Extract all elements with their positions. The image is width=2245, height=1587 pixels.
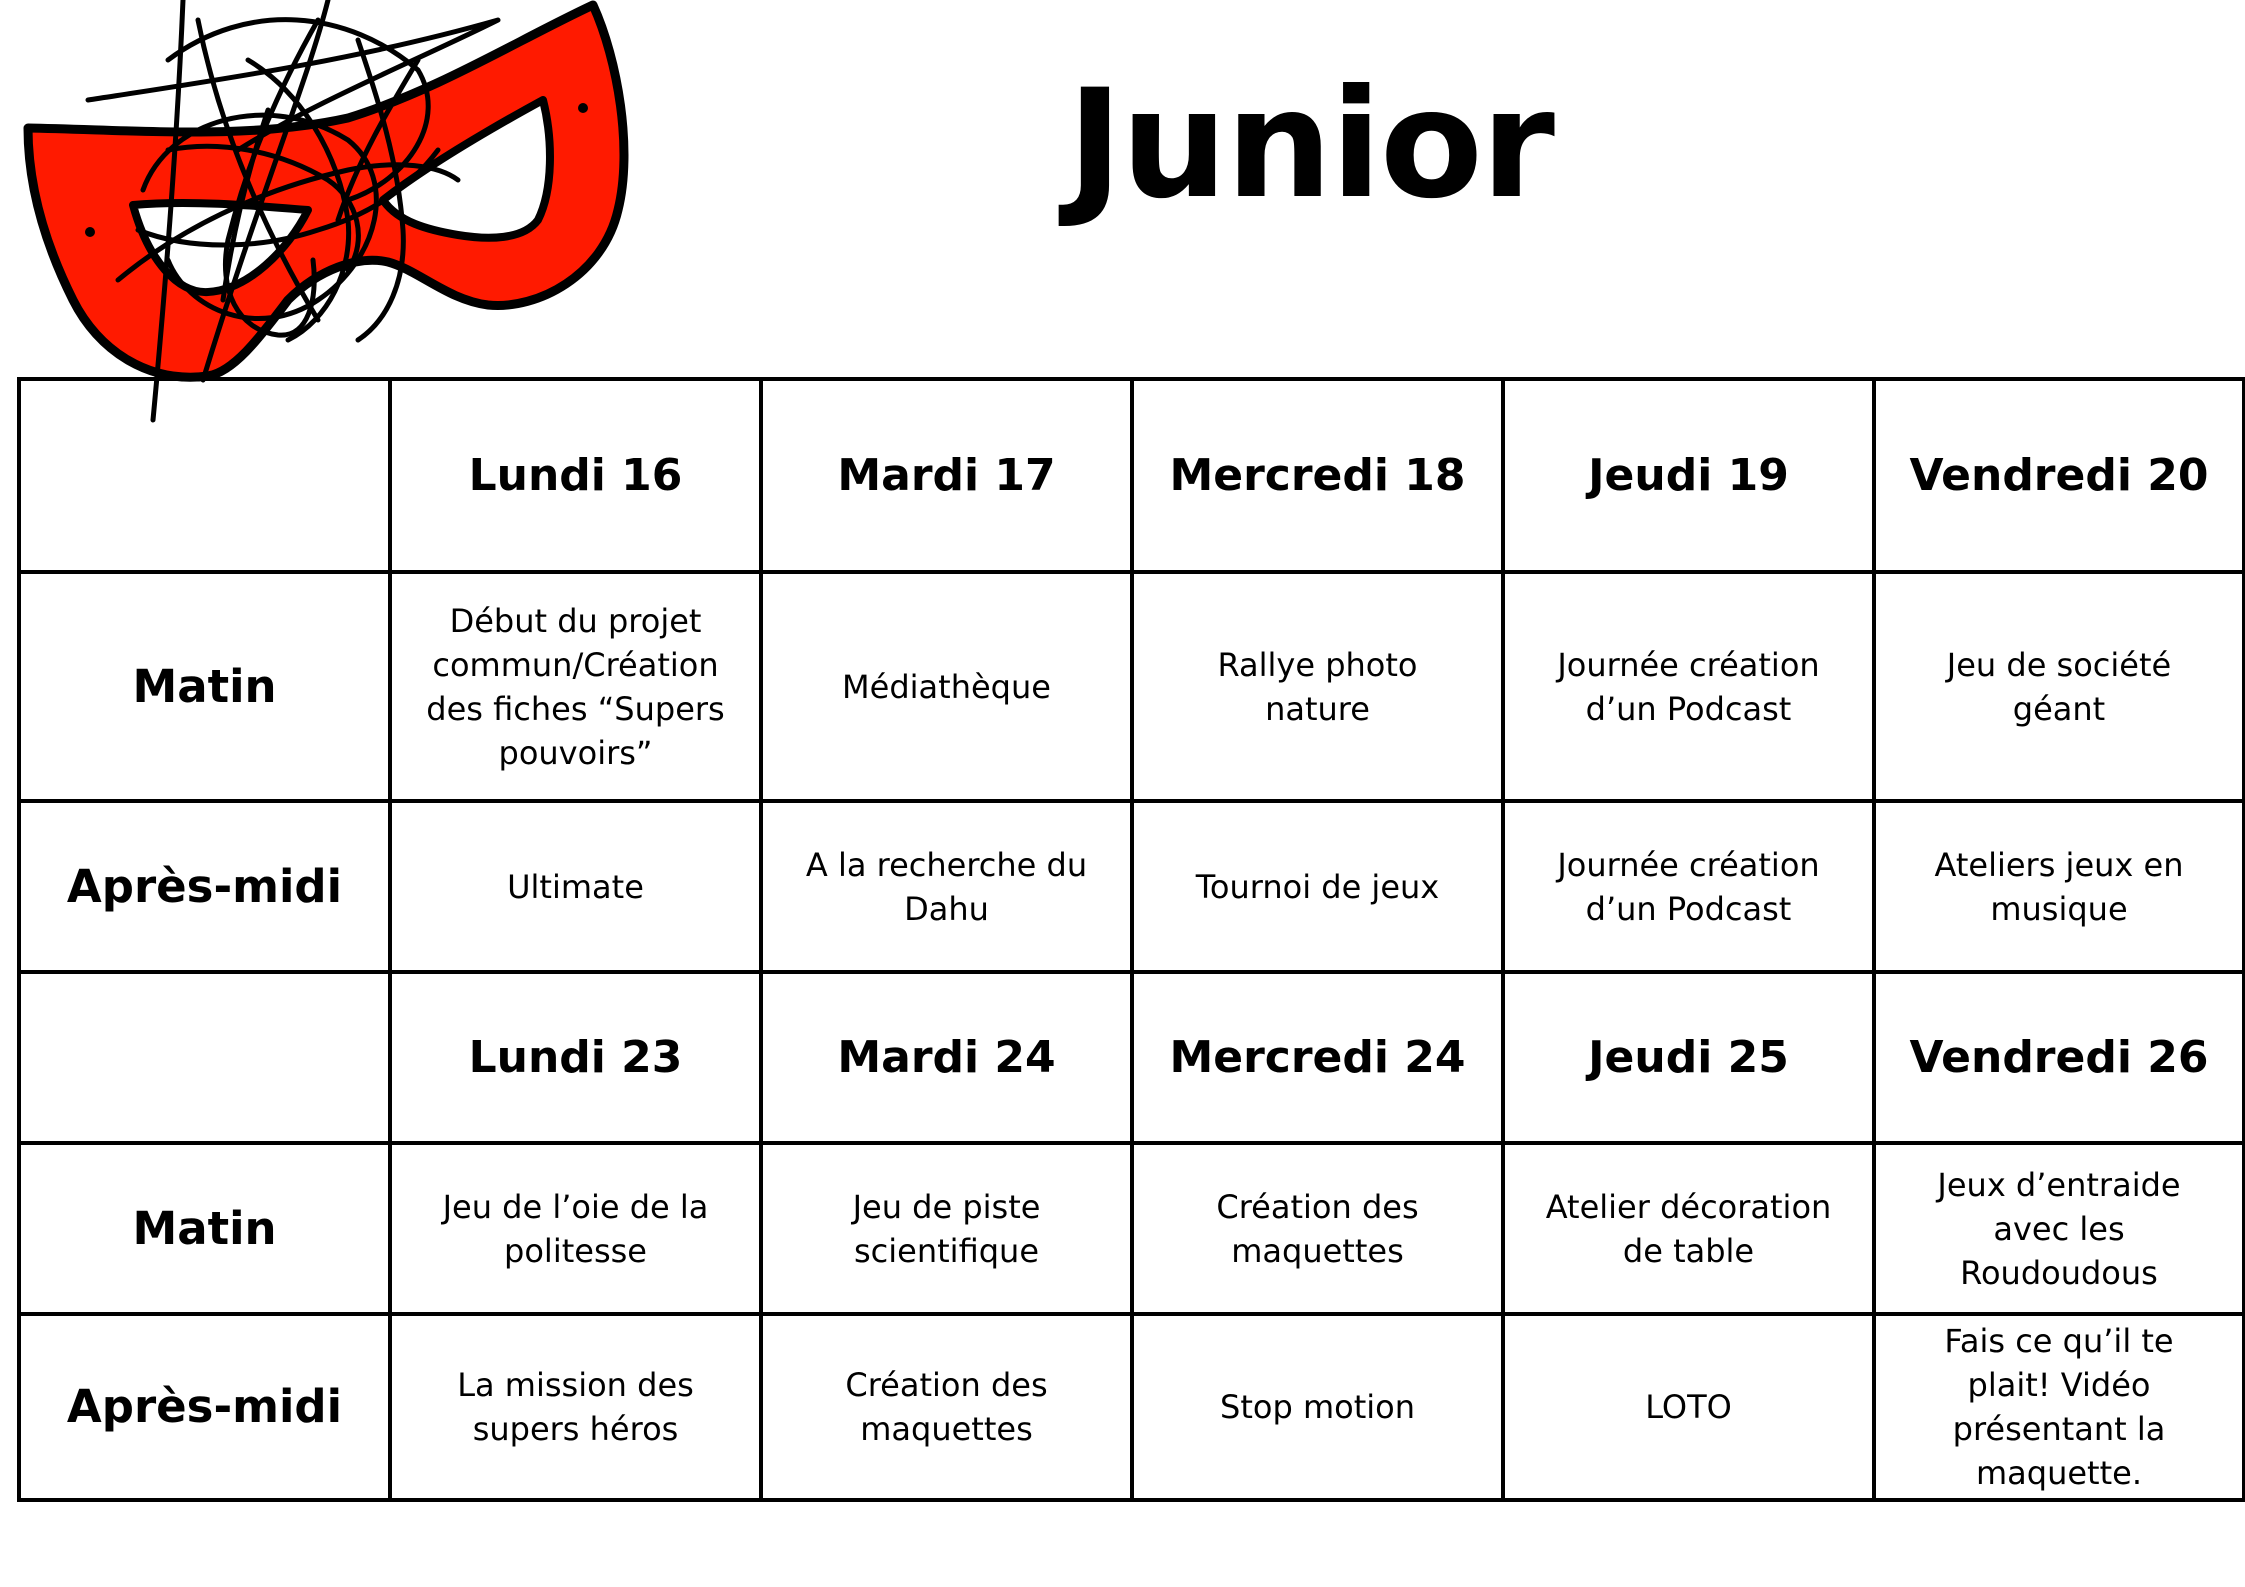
mask-dot-left (85, 227, 95, 237)
activity-cell: La mission des supers héros (390, 1314, 761, 1500)
activity-cell: Médiathèque (761, 572, 1132, 801)
empty-corner-cell (19, 379, 390, 572)
empty-corner-cell (19, 972, 390, 1143)
period-label-apresmidi: Après-midi (19, 1314, 390, 1500)
activity-cell: Création des maquettes (761, 1314, 1132, 1500)
activity-cell: Jeu de piste scientifique (761, 1143, 1132, 1314)
activity-cell: Création des maquettes (1132, 1143, 1503, 1314)
day-header: Vendredi 26 (1874, 972, 2244, 1143)
page-title: Junior (1067, 58, 1553, 232)
activity-cell: Journée création d’un Podcast (1503, 572, 1874, 801)
day-header: Mercredi 18 (1132, 379, 1503, 572)
activity-cell: Journée création d’un Podcast (1503, 801, 1874, 972)
week2-matin-row (19, 1143, 2244, 1314)
period-label-matin: Matin (19, 572, 390, 801)
activity-cell: Jeu de l’oie de la politesse (390, 1143, 761, 1314)
week1-header-row (19, 379, 2244, 572)
day-header: Jeudi 19 (1503, 379, 1874, 572)
activity-schedule-table (17, 377, 2245, 1502)
week1-apresmidi-row (19, 801, 2244, 972)
day-header: Lundi 23 (390, 972, 761, 1143)
day-header: Jeudi 25 (1503, 972, 1874, 1143)
day-header: Mercredi 24 (1132, 972, 1503, 1143)
activity-cell: A la recherche du Dahu (761, 801, 1132, 972)
day-header: Mardi 17 (761, 379, 1132, 572)
activity-cell: Jeu de société géant (1874, 572, 2244, 801)
week1-matin-row (19, 572, 2244, 801)
day-header: Mardi 24 (761, 972, 1132, 1143)
activity-cell: Tournoi de jeux (1132, 801, 1503, 972)
activity-cell: Jeux d’entraide avec les Roudoudous (1874, 1143, 2244, 1314)
activity-cell: Ultimate (390, 801, 761, 972)
week2-header-row (19, 972, 2244, 1143)
activity-cell: Atelier décoration de table (1503, 1143, 1874, 1314)
activity-cell: Ateliers jeux en musique (1874, 801, 2244, 972)
period-label-apresmidi: Après-midi (19, 801, 390, 972)
activity-cell: LOTO (1503, 1314, 1874, 1500)
activity-cell: Rallye photo nature (1132, 572, 1503, 801)
day-header: Lundi 16 (390, 379, 761, 572)
period-label-matin: Matin (19, 1143, 390, 1314)
activity-cell: Début du projet commun/Création des fiches “Supers pouvoirs” (390, 572, 761, 801)
activity-cell: Stop motion (1132, 1314, 1503, 1500)
day-header: Vendredi 20 (1874, 379, 2244, 572)
mask-dot-right (578, 103, 588, 113)
superhero-mask-illustration (18, 0, 638, 430)
week2-apresmidi-row (19, 1314, 2244, 1500)
activity-cell: Fais ce qu’il te plait! Vidéo présentant la maquette. (1874, 1314, 2244, 1500)
